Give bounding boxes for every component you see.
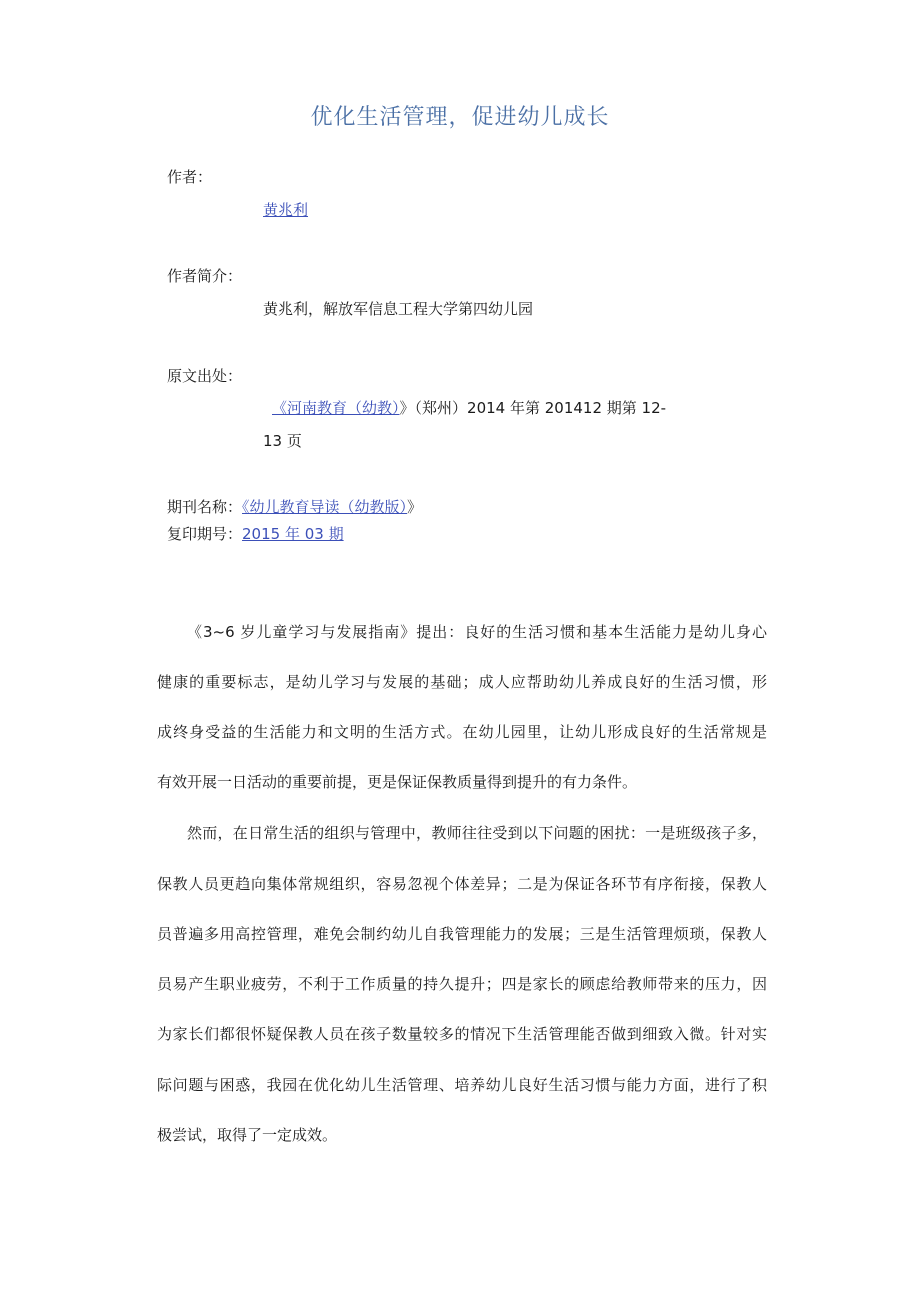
periodical-row (167, 496, 422, 517)
paragraph-1-line: 有效开展一日活动的重要前提，更是保证保教质量得到提升的有力条件。 (157, 773, 638, 791)
paragraph-1-line: 健康的重要标志，是幼儿学习与发展的基础；成人应帮助幼儿养成良好的生活习惯，形 (157, 673, 767, 691)
periodical-name-close: 》 (407, 498, 423, 516)
reprint-row (167, 523, 344, 544)
paragraph-2-line: 为家长们都很怀疑保教人员在孩子数量较多的情况下生活管理能否做到细致入微。针对实 (157, 1025, 767, 1043)
source-journal-link[interactable]: 《河南教育（幼教） (272, 399, 400, 417)
source-line-2: 13 页 (263, 432, 302, 450)
periodical-name-link[interactable]: 《幼儿教育导读（幼教版） (242, 498, 408, 516)
paragraph-1-line: 《3~6 岁儿童学习与发展指南》提出：良好的生活习惯和基本生活能力是幼儿身心 (187, 623, 767, 641)
paragraph-1-line: 成终身受益的生活能力和文明的生活方式。在幼儿园里，让幼儿形成良好的生活常规是 (157, 723, 767, 741)
periodical-label: 期刊名称： (167, 498, 243, 516)
source-label: 原文出处： (167, 367, 243, 385)
reprint-issue-link[interactable]: 2015 年 03 期 (242, 525, 344, 543)
source-journal-close: 》 (399, 399, 415, 417)
paragraph-2-line: 员普遍多用高控管理，难免会制约幼儿自我管理能力的发展；三是生活管理烦琐，保教人 (157, 925, 767, 943)
page-title: 优化生活管理，促进幼儿成长 (310, 105, 610, 130)
paragraph-2-line: 极尝试，取得了一定成效。 (157, 1126, 338, 1144)
author-label: 作者： (167, 168, 213, 186)
paragraph-2-line: 然而，在日常生活的组织与管理中，教师往往受到以下问题的困扰：一是班级孩子多， (187, 824, 767, 842)
paragraph-2-line: 际问题与困惑，我园在优化幼儿生活管理、培养幼儿良好生活习惯与能力方面，进行了积 (157, 1076, 767, 1094)
paragraph-2-line: 保教人员更趋向集体常规组织，容易忽视个体差异；二是为保证各环节有序衔接，保教人 (157, 875, 767, 893)
source-line-1 (272, 397, 666, 418)
author-bio-text: 黄兆利，解放军信息工程大学第四幼儿园 (263, 300, 534, 318)
paragraph-2-line: 员易产生职业疲劳，不利于工作质量的持久提升；四是家长的顾虑给教师带来的压力，因 (157, 975, 767, 993)
reprint-label: 复印期号： (167, 525, 243, 543)
author-name[interactable]: 黄兆利 (263, 201, 309, 219)
author-name-link[interactable] (263, 199, 308, 220)
author-bio-label: 作者简介： (167, 267, 243, 285)
source-details: （郑州）2014 年第 201412 期第 12- (414, 399, 667, 417)
